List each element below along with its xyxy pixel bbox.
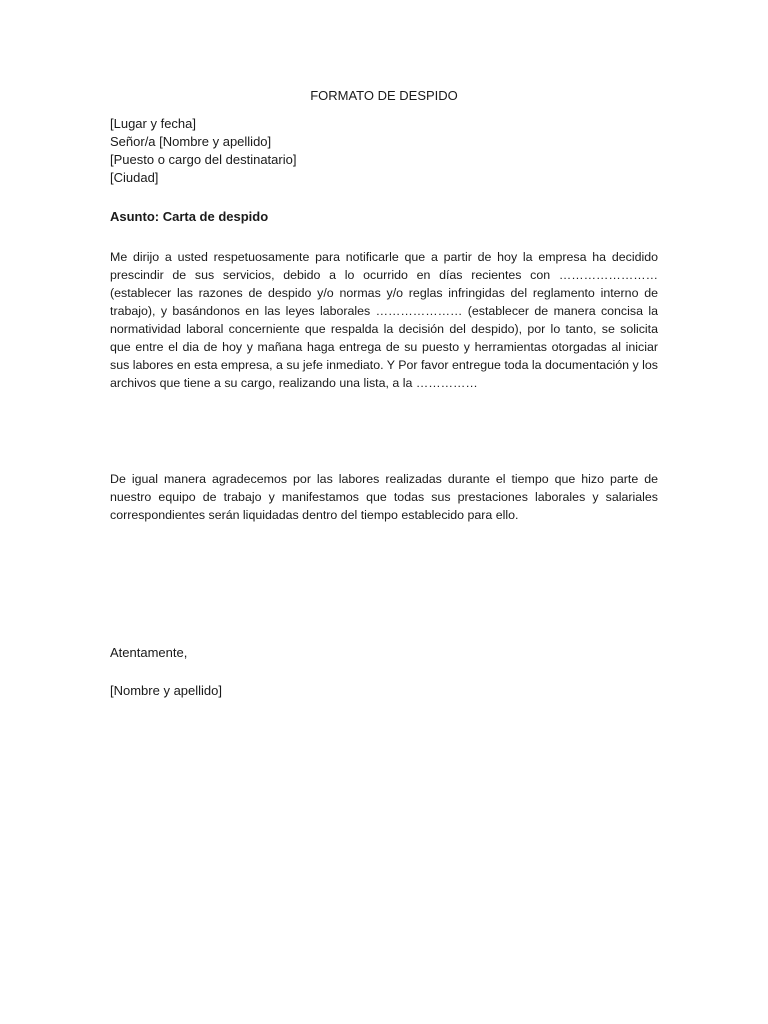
city-line: [Ciudad]	[110, 170, 159, 185]
paragraph-dismissal-notice: Me dirijo a usted respetuosamente para notificarle que a partir de hoy la empresa ha decidido prescindir de sus servicios, debido a lo ocurrido en días recientes con …………………… (establecer las razones de despido y/o normas y/o reglas infringidas del reglamento interno de trabajo), y basándonos en las leyes laborales ………………… (establecer de manera concisa la normatividad laboral concerniente que respalda la decisión del despido), por lo tanto, se solicita que entre el dia de hoy y mañana haga entrega de su puesto y herramientas otorgadas al iniciar sus labores en esta empresa, a su jefe inmediato. Y Por favor entregue toda la documentación y los archivos que tiene a su cargo, realizando una lista, a la ……………	[110, 250, 658, 390]
place-and-date-line: [Lugar y fecha]	[110, 116, 196, 131]
subject-line: Asunto: Carta de despido	[110, 209, 269, 224]
recipient-name-line: Señor/a [Nombre y apellido]	[110, 134, 272, 149]
signature-line: [Nombre y apellido]	[110, 683, 222, 698]
paragraph-acknowledgement: De igual manera agradecemos por las labores realizadas durante el tiempo que hizo parte de nuestro equipo de trabajo y manifestamos que todas sus prestaciones laborales y salariales correspondientes serán liquidadas dentro del tiempo establecido para ello.	[110, 472, 658, 522]
document-title: FORMATO DE DESPIDO	[310, 88, 458, 103]
recipient-position-line: [Puesto o cargo del destinatario]	[110, 152, 297, 167]
closing-line: Atentamente,	[110, 645, 188, 660]
recipient-header	[110, 115, 658, 187]
